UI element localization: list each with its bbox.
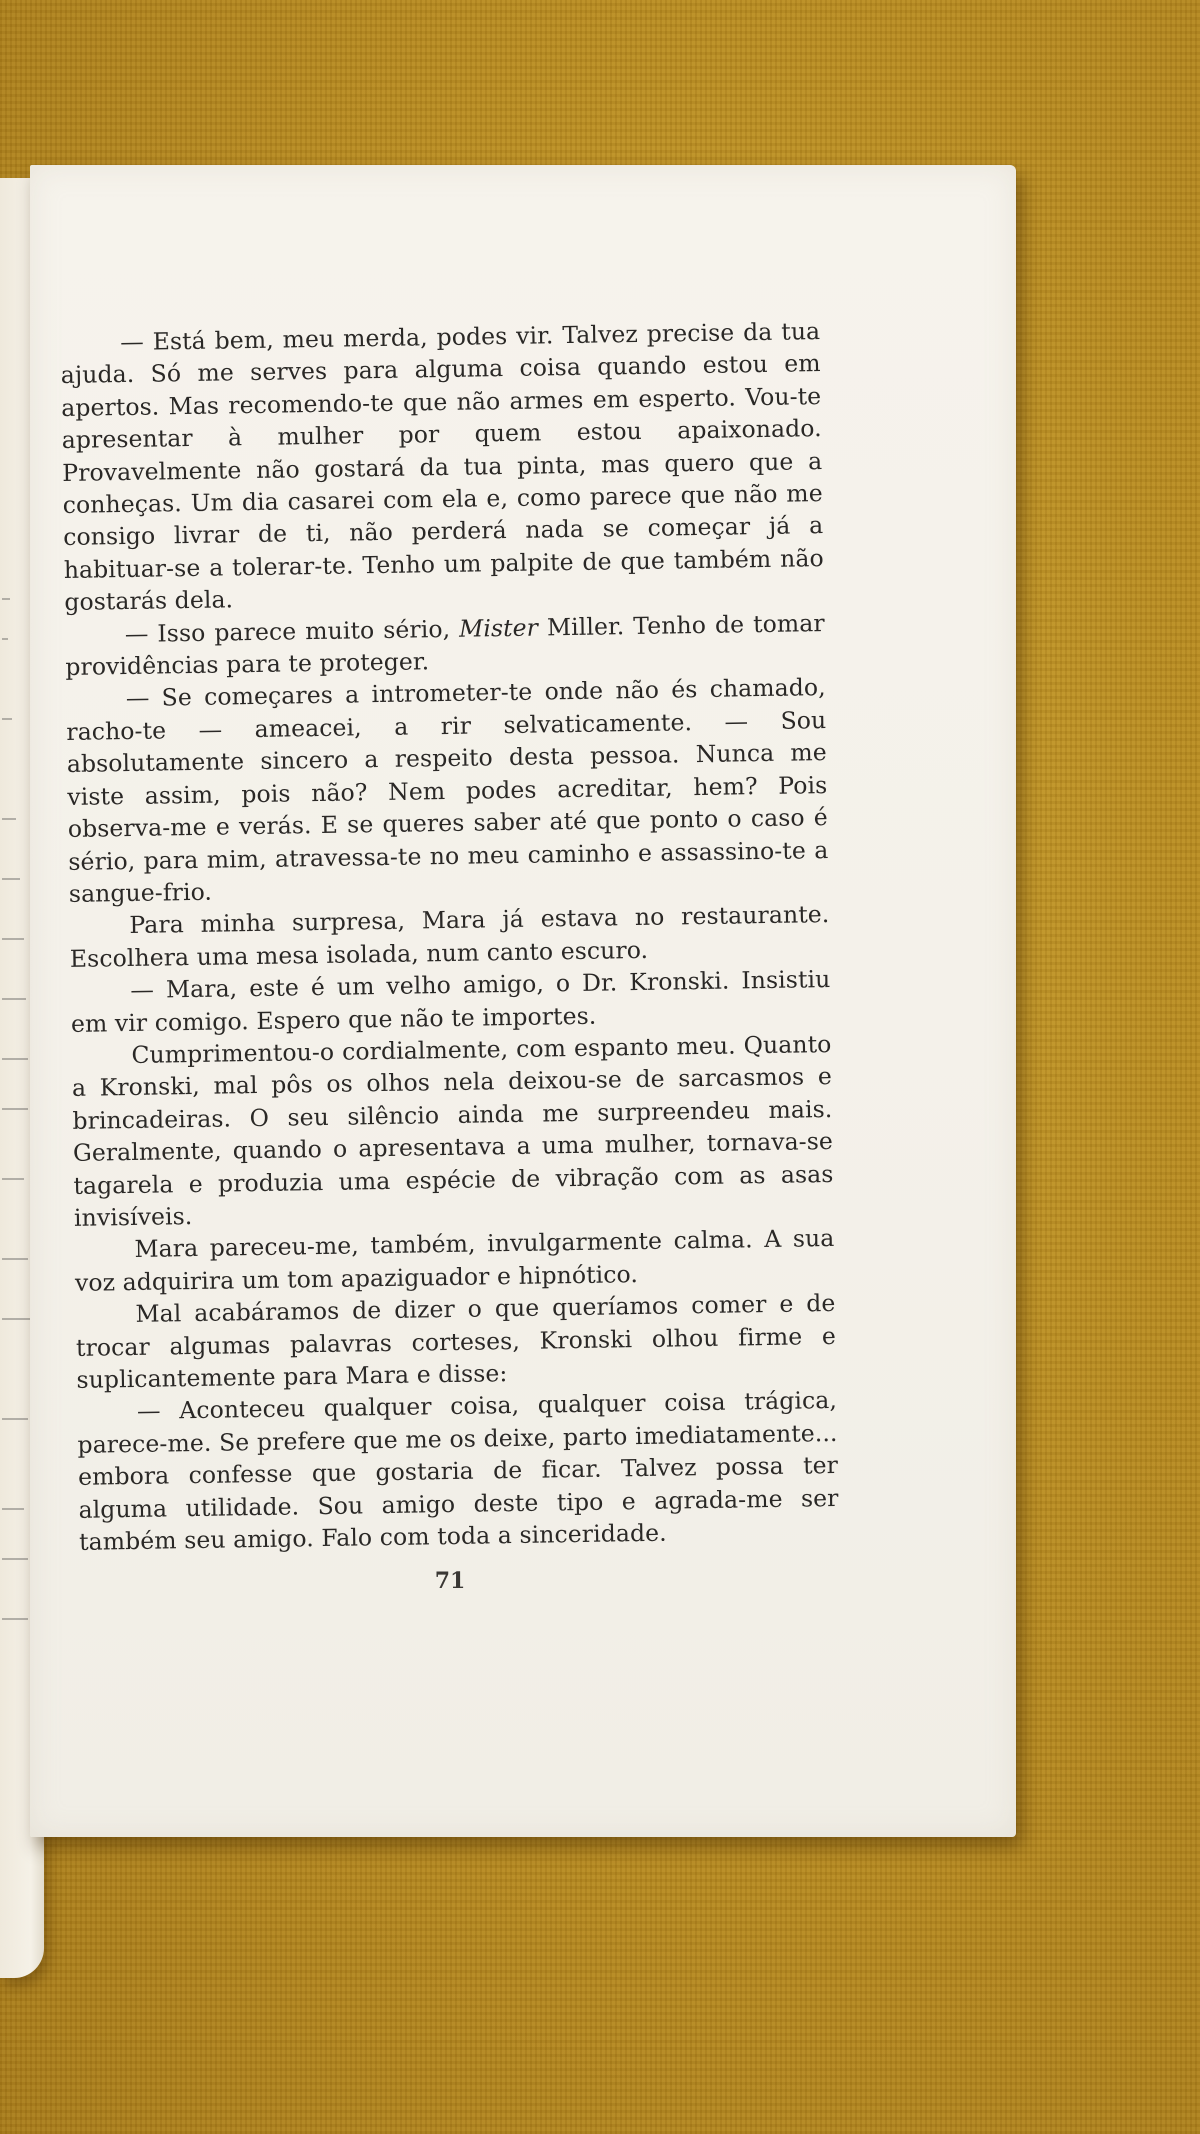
paragraph-2-end: Miller. Tenho de tomar providências para te proteger. — [65, 608, 825, 682]
page-text — [60, 315, 839, 1558]
paragraph-9: — Aconteceu qualquer coisa, qualquer coisa trágica, parece-me. Se prefere que me os deixe, parto imediatamente... embora confesse que gostaria de ficar. Talvez possa ter alguma utilidade. Sou amigo deste tipo e agrada-me ser também seu amigo. Falo com toda a sinceridade. — [77, 1386, 839, 1556]
paragraph-6: Cumprimentou-o cordialmente, com espanto meu. Quanto a Kronski, mal pôs os olhos nela deixou-se de sarcasmos e brincadeiras. O seu silêncio ainda me surpreendeu mais. Geralmente, quando o apresentava a uma mulher, tornava-se tagarela e produzia uma espécie de vibração com as asas invisíveis. — [71, 1029, 834, 1232]
paragraph-4: Para minha surpresa, Mara já estava no restaurante. Escolhera uma mesa isolada, num canto escuro. — [69, 900, 830, 973]
book-page — [30, 165, 1016, 1837]
paragraph-3: — Se começares a intrometer-te onde não és chamado, racho-te — ameacei, a rir selvaticamente. — Sou absolutamente sincero a respeito desta pessoa. Nunca me viste assim, pois não? Nem podes acreditar, hem? Pois observa-me e verás. E se queres saber até que ponto o caso é sério, para mim, atravessa-te no meu caminho e assassino-te a sangue-frio. — [66, 673, 829, 908]
paragraph-7: Mara pareceu-me, também, invulgarmente calma. A sua voz adquirira um tom apaziguador e hipnótico. — [74, 1224, 835, 1297]
paragraph-2 — [65, 607, 826, 684]
paragraph-1: — Está bem, meu merda, podes vir. Talvez precise da tua ajuda. Só me serves para alguma coisa quando estou em apertos. Mas recomendo-te que não armes em esperto. Vou-te apresentar à mulher por quem estou apaixonado. Provavelmente não gostará da tua pinta, mas quero que a conheças. Um dia casarei com ela e, como parece que não me consigo livrar de ti, não perderá nada se começar já a habituar-se a tolerar-te. Tenho um palpite de que também não gostarás dela. — [60, 317, 824, 617]
page-number: 71 — [434, 1568, 466, 1594]
paragraph-8: Mal acabáramos de dizer o que queríamos comer e de trocar algumas palavras corteses, Kronski olhou firme e suplicantemente para Mara e disse: — [75, 1289, 837, 1394]
paragraph-2-start: — Isso parece muito sério, — [124, 614, 460, 648]
paragraph-2-italic: Mister — [458, 613, 539, 643]
paragraph-5: — Mara, este é um velho amigo, o Dr. Kronski. Insistiu em vir comigo. Espero que não te importes. — [70, 965, 831, 1038]
